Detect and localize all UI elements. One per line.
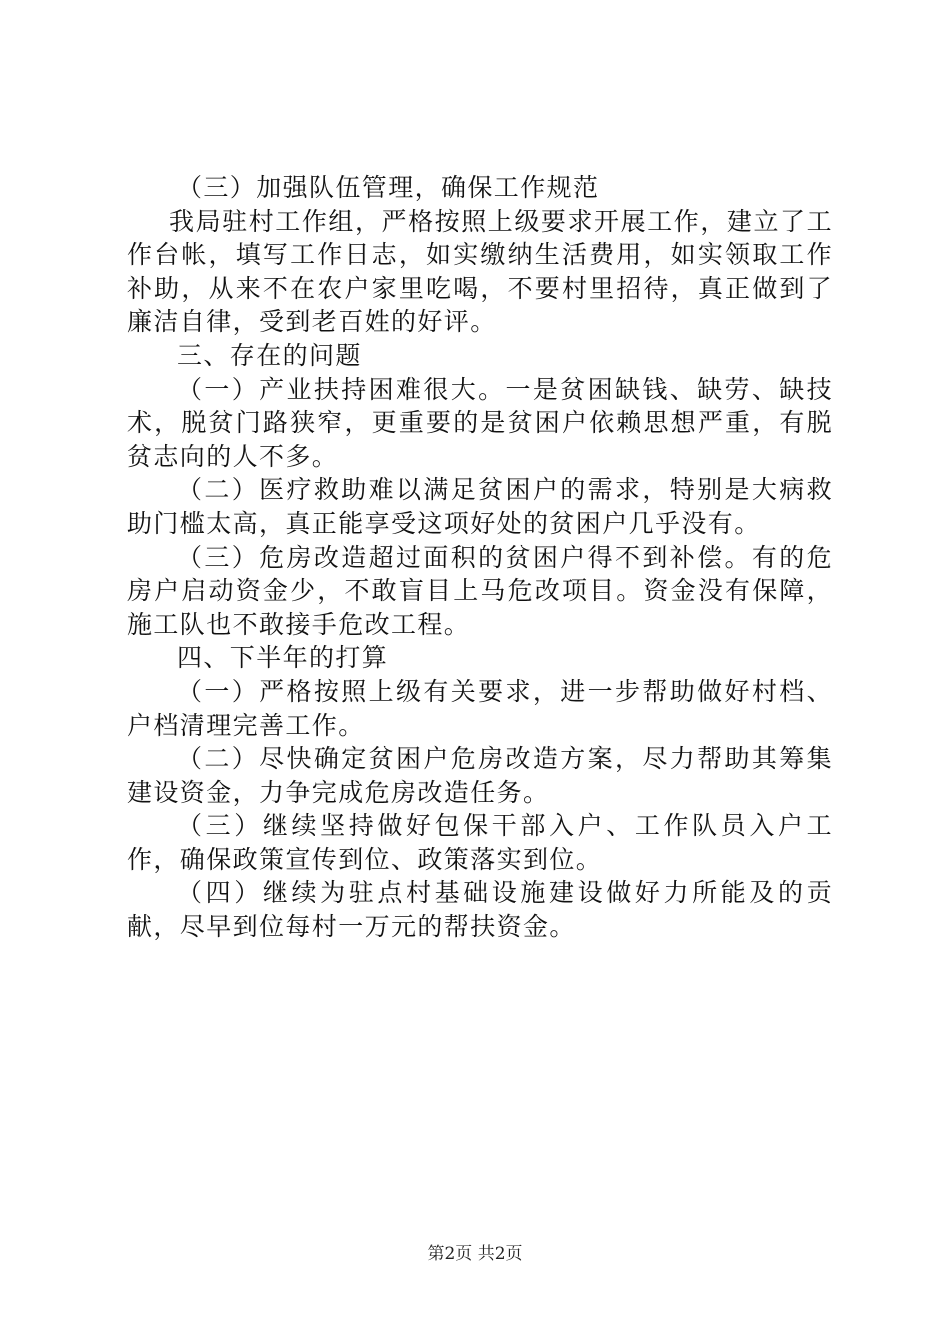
section-heading-problems: 三、存在的问题 <box>177 340 362 370</box>
page-number-footer: 第2页 共2页 <box>427 1244 523 1264</box>
paragraph-problem-housing: （三）危房改造超过面积的贫困户得不到补偿。有的危房户启动资金少，不敢盲目上马危改项目。资金没有保障，施工队也不敢接手危改工程。 <box>127 542 833 639</box>
paragraph-problem-industry: （一）产业扶持困难很大。一是贫困缺钱、缺劳、缺技术，脱贫门路狭窄，更重要的是贫困户依赖思想严重，有脱贫志向的人不多。 <box>127 374 833 471</box>
paragraph-plan-infrastructure: （四）继续为驻点村基础设施建设做好力所能及的贡献，尽早到位每村一万元的帮扶资金。 <box>127 878 833 942</box>
paragraph-plan-archives: （一）严格按照上级有关要求，进一步帮助做好村档、户档清理完善工作。 <box>127 676 833 740</box>
document-body <box>127 171 833 944</box>
section-heading-team-management: （三）加强队伍管理，确保工作规范 <box>177 173 600 202</box>
section-heading-plans: 四、下半年的打算 <box>177 643 389 673</box>
paragraph-plan-visits: （三）继续坚持做好包保干部入户、工作队员入户工作，确保政策宣传到位、政策落实到位。 <box>127 811 833 874</box>
paragraph-problem-medical: （二）医疗救助难以满足贫困户的需求，特别是大病救助门槛太高，真正能享受这项好处的贫困户几乎没有。 <box>127 475 833 538</box>
paragraph-team-conduct: 我局驻村工作组，严格按照上级要求开展工作，建立了工作台帐，填写工作日志，如实缴纳生活费用，如实领取工作补助，从来不在农户家里吃喝，不要村里招待，真正做到了廉洁自律，受到老百姓的好评。 <box>127 206 833 337</box>
paragraph-plan-housing: （二）尽快确定贫困户危房改造方案，尽力帮助其筹集建设资金，力争完成危房改造任务。 <box>127 744 833 807</box>
